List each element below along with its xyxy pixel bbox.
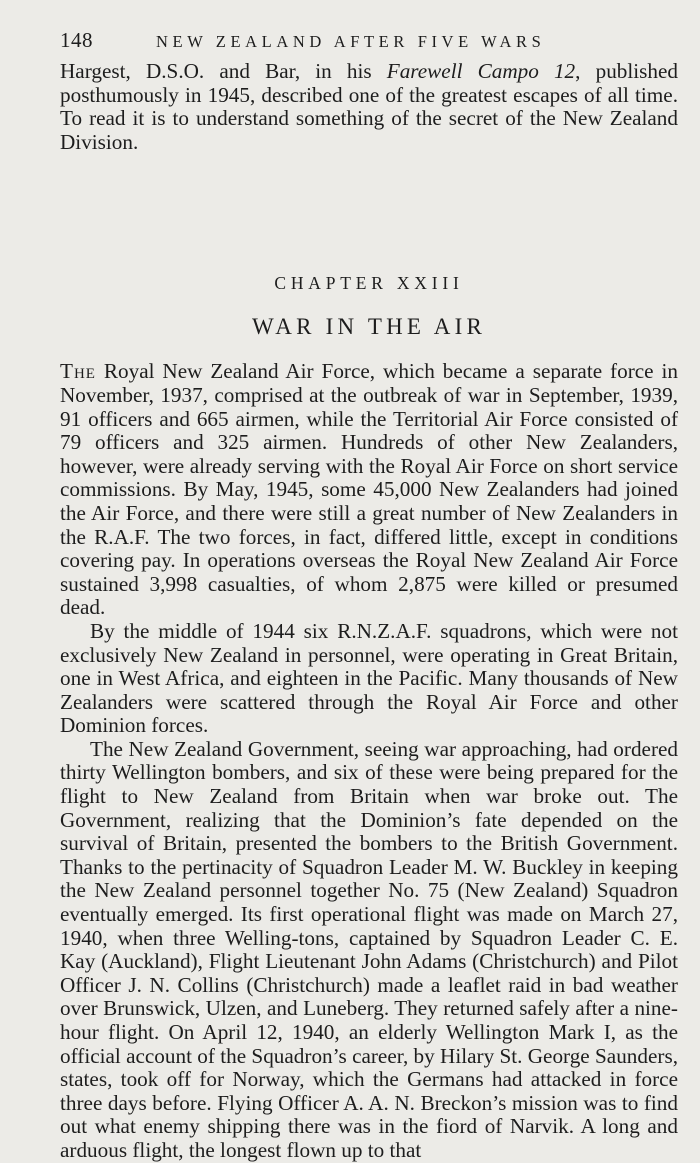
- intro-text-after: , published posthumously in 1945, described one of the greatest escapes of all time. To read it is to understand something of the secret of the New Zealand Division.: [60, 59, 678, 154]
- paragraph-lead-word: The: [60, 359, 96, 384]
- book-reference: Farewell Campo 12: [386, 59, 576, 83]
- paragraph-1-text: Royal New Zealand Air Force, which became a separate force in November, 1937, comprised at the outbreak of war in September, 1939, 91 officers and 665 airmen, while the Territorial Air Force consisted of 79 officers and 325 airmen. Hundreds of other New Zealanders, however, were already serving with the Royal Air Force on short service commissions. By May, 1945, some 45,000 New Zealanders had joined the Air Force, and there were still a great number of New Zealanders in the R.A.F. The two forces, in fact, differed little, except in conditions covering pay. In operations overseas the Royal New Zealand Air Force sustained 3,998 casualties, of whom 2,875 were killed or presumed dead.: [60, 359, 678, 620]
- page-number: 148: [60, 28, 93, 52]
- paragraph-2: By the middle of 1944 six R.N.Z.A.F. squadrons, which were not exclusively New Zealand in personnel, were operating in Great Britain, one in West Africa, and eighteen in the Pacific. Many thousands of New Zealanders were scattered through the Royal Air Force and other Dominion forces.: [60, 618, 678, 738]
- paragraph-3: The New Zealand Government, seeing war approaching, had ordered thirty Wellington bombers, and six of these were being prepared for the flight to New Zealand from Britain when war broke out. The Government, realizing that the Dominion’s fate depended on the survival of Britain, presented the bombers to the British Government. Thanks to the pertinacity of Squadron Leader M. W. Buckley in keeping the New Zealand personnel together No. 75 (New Zealand) Squadron eventually emerged. Its first operational flight was made on March 27, 1940, when three Welling-tons, captained by Squadron Leader C. E. Kay (Auckland), Flight Lieutenant John Adams (Christchurch) and Pilot Officer J. N. Collins (Christchurch) made a leaflet raid in bad weather over Brunswick, Ulzen, and Luneberg. They returned safely after a nine-hour flight. On April 12, 1940, an elderly Wellington Mark I, as the official account of the Squadron’s career, by Hilary St. George Saunders, states, took off for Norway, which the Germans had attacked in force three days before. Flying Officer A. A. N. Breckon’s mission was to find out what enemy shipping there was in the fiord of Narvik. A long and arduous flight, the longest flown up to that: [60, 736, 678, 1162]
- chapter-title: WAR IN THE AIR: [251, 314, 487, 340]
- book-title: NEW ZEALAND AFTER FIVE WARS: [156, 32, 546, 51]
- running-head: [60, 28, 678, 58]
- intro-text-before: Hargest, D.S.O. and Bar, in his: [60, 59, 387, 83]
- intro-paragraph: [60, 60, 678, 154]
- chapter-label: CHAPTER XXIII: [274, 273, 464, 294]
- paragraph-1: [60, 360, 678, 620]
